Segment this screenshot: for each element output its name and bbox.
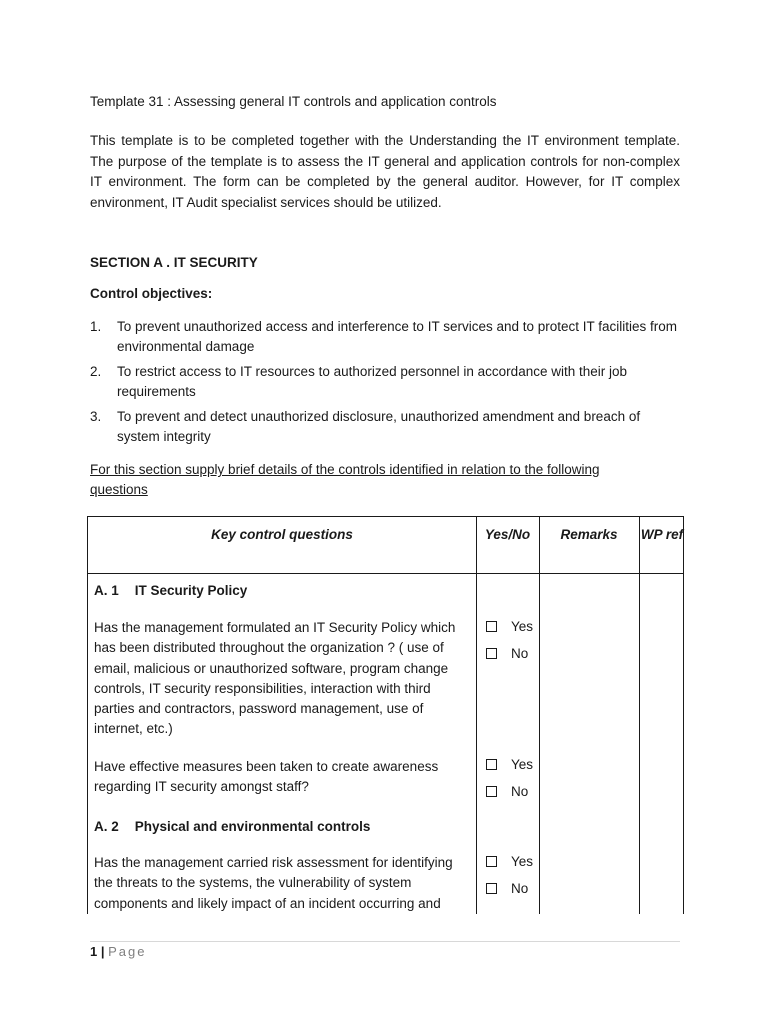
objective-text: To restrict access to IT resources to authorized personnel in accordance with their job requirements [117,364,628,399]
yes-label: Yes [511,854,534,869]
objective-text: To prevent and detect unauthorized disclosure, unauthorized amendment and breach of system integrity [117,409,641,444]
footer-separator: | [100,944,105,959]
subsection-code: A. 2 [94,819,119,834]
footer-divider [90,941,680,942]
subsection-title: Physical and environmental controls [134,819,371,834]
section-instruction: For this section supply brief details of the controls identified in relation to the following questions [90,462,600,497]
yes-label: Yes [511,619,534,634]
header-divider [88,573,683,574]
column-divider [539,517,540,914]
header-remarks: Remarks [560,527,618,542]
question-text: Have effective measures been taken to create awareness regarding IT security amongst staff? [94,759,439,795]
checkbox[interactable] [486,759,497,770]
objective-number: 3. [90,409,102,424]
page-footer [90,944,147,959]
yes-option[interactable] [486,757,533,772]
objective-number: 1. [90,319,102,334]
question-text: Has the management carried risk assessment for identifying the threats to the systems, the vulnerability of system components and likely impact of an incident occurring and [94,855,453,911]
objective-text: To prevent unauthorized access and interference to IT services and to protect IT facilities from environmental damage [117,319,678,354]
intro-paragraph: This template is to be completed together with the Understanding the IT environment template. The purpose of the template is to assess the IT general and application controls for non-complex IT environment. The form can be completed by the general auditor. However, for IT complex environment, IT Audit specialist services should be utilized. [90,133,680,210]
document-title: Template 31 : Assessing general IT controls and application controls [90,94,497,109]
no-option[interactable] [486,646,528,661]
header-key-control-questions: Key control questions [211,527,353,542]
checkbox[interactable] [486,648,497,659]
objective-item [90,362,680,401]
no-option[interactable] [486,784,528,799]
checkbox[interactable] [486,883,497,894]
column-divider [639,517,640,914]
yes-option[interactable] [486,619,533,634]
objective-number: 2. [90,364,102,379]
question-text: Has the management formulated an IT Security Policy which has been distributed throughout the organization ? ( use of email, malicious or unauthorized software, program change controls, IT security responsibilities, interaction with third parties and contractors, password management, use of internet, etc.) [94,620,456,737]
header-wp-ref: WP ref [640,527,684,542]
subsection-code: A. 1 [94,583,119,598]
checkbox[interactable] [486,621,497,632]
column-divider [476,517,477,914]
objective-item [90,317,680,356]
control-questions-table [87,516,684,914]
no-label: No [511,646,529,661]
subsection-heading [94,819,370,834]
no-label: No [511,881,529,896]
section-heading: SECTION A . IT SECURITY [90,255,258,270]
yes-label: Yes [511,757,534,772]
control-objectives-label: Control objectives: [90,286,213,301]
subsection-title: IT Security Policy [134,583,248,598]
objective-item [90,407,680,446]
header-yes-no: Yes/No [484,527,531,542]
checkbox[interactable] [486,856,497,867]
no-option[interactable] [486,881,528,896]
page-number: 1 [90,944,98,959]
no-label: No [511,784,529,799]
checkbox[interactable] [486,786,497,797]
subsection-heading [94,583,247,598]
page-label: Page [108,944,147,959]
yes-option[interactable] [486,854,533,869]
